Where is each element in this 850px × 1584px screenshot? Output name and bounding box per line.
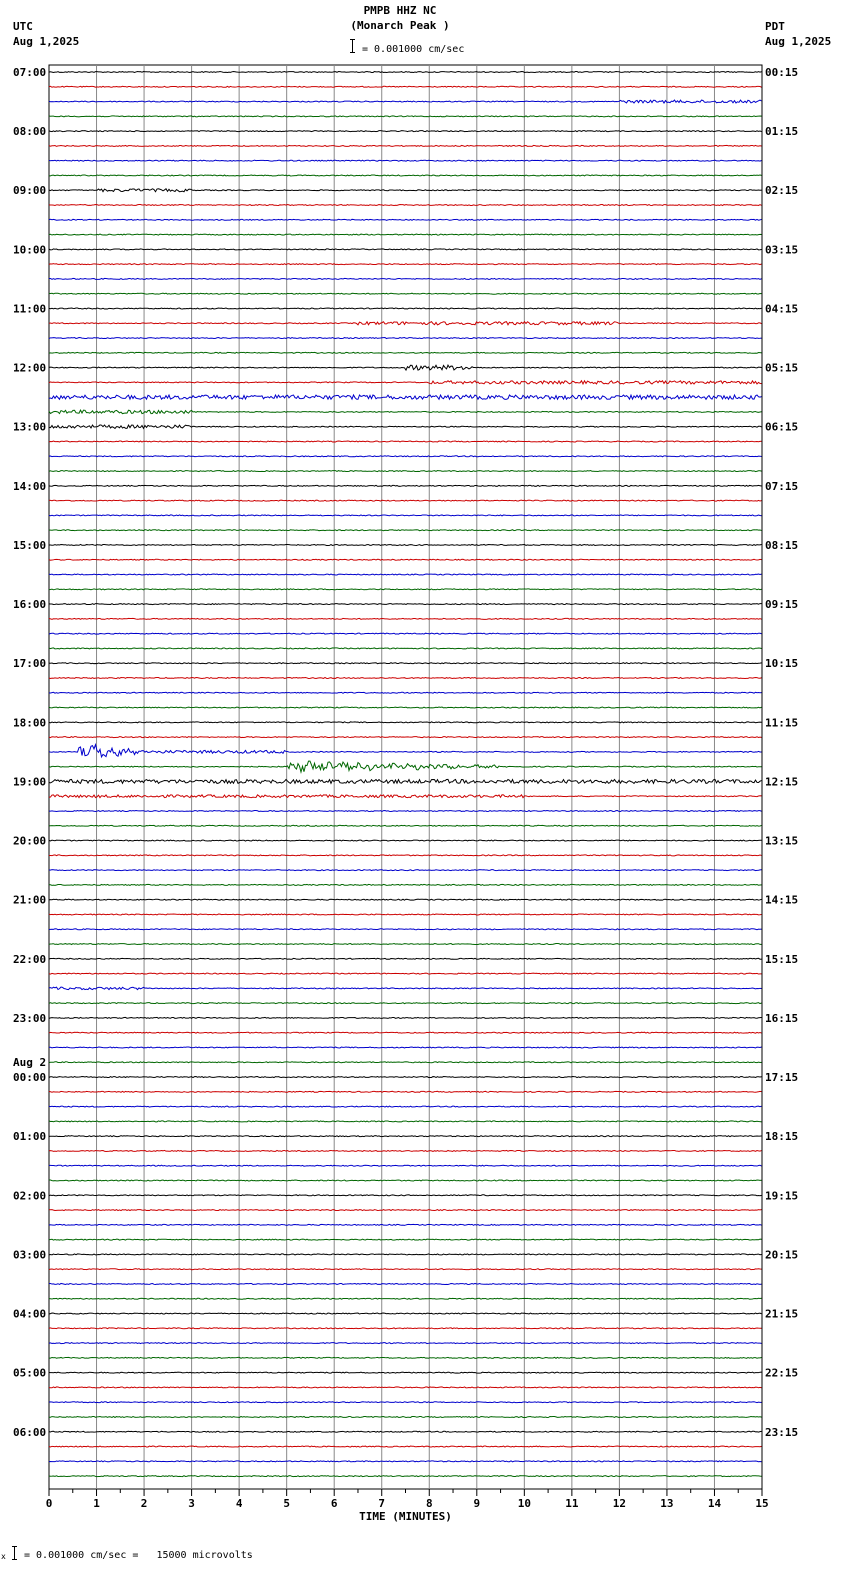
utc-hour-label: 04:00 bbox=[13, 1307, 47, 1321]
trace-line bbox=[49, 779, 762, 783]
trace-line bbox=[49, 116, 762, 117]
trace-line bbox=[49, 1446, 762, 1447]
left-date: Aug 1,2025 bbox=[13, 35, 80, 48]
trace-line bbox=[49, 884, 762, 885]
trace-line bbox=[49, 618, 762, 619]
trace-line bbox=[49, 205, 762, 206]
trace-line bbox=[49, 456, 762, 457]
x-tick-label: 9 bbox=[473, 1497, 481, 1510]
trace-line bbox=[49, 471, 762, 472]
trace-line bbox=[49, 410, 762, 413]
trace-line bbox=[49, 1372, 762, 1373]
trace-line bbox=[49, 1017, 762, 1018]
pdt-hour-label: 14:15 bbox=[765, 893, 799, 907]
x-tick-label: 13 bbox=[660, 1497, 674, 1510]
trace-line bbox=[49, 308, 762, 309]
trace-line bbox=[49, 825, 762, 826]
pdt-hour-label: 09:15 bbox=[765, 598, 799, 612]
pdt-hour-label: 20:15 bbox=[765, 1248, 799, 1262]
pdt-hour-label: 06:15 bbox=[765, 420, 799, 434]
utc-hour-label: 13:00 bbox=[13, 420, 47, 434]
x-tick-label: 10 bbox=[517, 1497, 531, 1510]
trace-line bbox=[49, 175, 762, 176]
trace-line bbox=[49, 1121, 762, 1122]
pdt-hour-label: 22:15 bbox=[765, 1366, 799, 1380]
trace-line bbox=[49, 795, 762, 798]
trace-line bbox=[49, 944, 762, 945]
footer-corner-mark: x bbox=[1, 1552, 6, 1561]
pdt-hour-label: 01:15 bbox=[765, 125, 799, 139]
pdt-hour-label: 18:15 bbox=[765, 1130, 799, 1144]
trace-line bbox=[49, 1165, 762, 1166]
trace-line bbox=[49, 160, 762, 161]
pdt-hour-label: 15:15 bbox=[765, 952, 799, 966]
trace-line bbox=[49, 574, 762, 575]
utc-hour-label: 05:00 bbox=[13, 1366, 47, 1380]
trace-line bbox=[49, 722, 762, 723]
trace-line bbox=[49, 1062, 762, 1063]
utc-hour-label: 14:00 bbox=[13, 479, 47, 493]
trace-line bbox=[49, 515, 762, 516]
trace-line bbox=[49, 1357, 762, 1358]
trace-line bbox=[49, 1343, 762, 1344]
trace-line bbox=[49, 1402, 762, 1403]
trace-line bbox=[49, 914, 762, 915]
trace-line bbox=[49, 1461, 762, 1462]
x-tick-label: 14 bbox=[707, 1497, 722, 1510]
trace-line bbox=[49, 1313, 762, 1314]
trace-line bbox=[49, 145, 762, 146]
utc-hour-label: 20:00 bbox=[13, 834, 47, 848]
trace-line bbox=[49, 737, 762, 738]
trace-line bbox=[49, 1003, 762, 1004]
trace-line bbox=[49, 1150, 762, 1151]
trace-line bbox=[49, 131, 762, 132]
utc-hour-label: 23:00 bbox=[13, 1011, 47, 1025]
trace-line bbox=[49, 1328, 762, 1329]
x-tick-label: 7 bbox=[378, 1497, 386, 1510]
trace-line bbox=[49, 604, 762, 605]
trace-line bbox=[49, 1269, 762, 1270]
trace-line bbox=[49, 544, 762, 545]
station-title: PMPB HHZ NC bbox=[363, 4, 437, 17]
trace-line bbox=[49, 1195, 762, 1196]
trace-line bbox=[49, 973, 762, 974]
trace-line bbox=[49, 352, 762, 353]
x-tick-label: 0 bbox=[45, 1497, 53, 1510]
trace-line bbox=[49, 1476, 762, 1477]
trace-line bbox=[49, 899, 762, 900]
trace-line bbox=[49, 219, 762, 220]
trace-line bbox=[49, 338, 762, 339]
trace-line bbox=[49, 677, 762, 678]
trace-line bbox=[49, 1431, 762, 1432]
trace-line bbox=[49, 1047, 762, 1048]
utc-hour-label: 17:00 bbox=[13, 657, 47, 671]
pdt-hour-label: 02:15 bbox=[765, 184, 799, 198]
x-tick-label: 3 bbox=[188, 1497, 195, 1510]
pdt-hour-label: 10:15 bbox=[765, 657, 799, 671]
pdt-hour-label: 00:15 bbox=[765, 66, 799, 79]
station-location: (Monarch Peak ) bbox=[350, 19, 450, 32]
x-tick-label: 12 bbox=[612, 1497, 627, 1510]
trace-line bbox=[49, 870, 762, 871]
trace-line bbox=[49, 1091, 762, 1092]
footer-scale-note: = 0.001000 cm/sec = 15000 microvolts bbox=[24, 1550, 253, 1561]
trace-line bbox=[49, 293, 762, 294]
trace-line bbox=[49, 189, 762, 192]
utc-hour-label: 16:00 bbox=[13, 598, 47, 612]
trace-line bbox=[49, 264, 762, 265]
pdt-hour-label: 21:15 bbox=[765, 1307, 799, 1321]
trace-line bbox=[49, 381, 762, 384]
trace-line bbox=[49, 1210, 762, 1211]
trace-line bbox=[49, 692, 762, 693]
trace-line bbox=[49, 249, 762, 250]
utc-hour-label: 10:00 bbox=[13, 243, 47, 257]
trace-line bbox=[49, 1077, 762, 1078]
trace-line bbox=[49, 589, 762, 590]
pdt-hour-label: 17:15 bbox=[765, 1071, 799, 1085]
trace-line bbox=[49, 530, 762, 531]
trace-line bbox=[49, 1298, 762, 1299]
amplitude-scale-label: = 0.001000 cm/sec bbox=[362, 44, 465, 55]
trace-line bbox=[49, 500, 762, 501]
footer-scale-icon bbox=[14, 1546, 15, 1560]
trace-line bbox=[49, 322, 762, 325]
utc-hour-label: 21:00 bbox=[13, 893, 47, 907]
right-timezone: PDT bbox=[765, 20, 785, 33]
trace-line bbox=[49, 648, 762, 649]
trace-line bbox=[49, 1136, 762, 1137]
x-tick-label: 11 bbox=[565, 1497, 579, 1510]
trace-line bbox=[49, 1416, 762, 1417]
utc-hour-label: 11:00 bbox=[13, 302, 47, 316]
utc-hour-label: 12:00 bbox=[13, 361, 47, 375]
utc-hour-label: 18:00 bbox=[13, 716, 47, 730]
pdt-hour-label: 08:15 bbox=[765, 538, 799, 552]
trace-line bbox=[49, 559, 762, 560]
utc-hour-label: 09:00 bbox=[13, 184, 47, 198]
x-tick-label: 5 bbox=[283, 1497, 290, 1510]
trace-line bbox=[49, 745, 762, 757]
pdt-hour-label: 07:15 bbox=[765, 479, 799, 493]
x-tick-label: 8 bbox=[425, 1497, 433, 1510]
utc-hour-label: 02:00 bbox=[13, 1189, 47, 1203]
trace-line bbox=[49, 100, 762, 103]
trace-line bbox=[49, 441, 762, 442]
x-axis-title: TIME (MINUTES) bbox=[359, 1510, 452, 1523]
pdt-hour-label: 04:15 bbox=[765, 302, 799, 316]
pdt-hour-label: 12:15 bbox=[765, 775, 799, 789]
x-tick-label: 6 bbox=[330, 1497, 338, 1510]
trace-line bbox=[49, 278, 762, 279]
utc-hour-label: 01:00 bbox=[13, 1130, 47, 1144]
trace-line bbox=[49, 855, 762, 856]
x-tick-label: 1 bbox=[93, 1497, 100, 1510]
pdt-hour-label: 16:15 bbox=[765, 1011, 799, 1025]
trace-line bbox=[49, 1283, 762, 1284]
trace-line bbox=[49, 929, 762, 930]
utc-hour-label: 03:00 bbox=[13, 1248, 47, 1262]
trace-line bbox=[49, 485, 762, 486]
trace-line bbox=[49, 840, 762, 841]
trace-line bbox=[49, 663, 762, 664]
trace-line bbox=[49, 234, 762, 235]
trace-line bbox=[49, 1106, 762, 1107]
utc-hour-label: 15:00 bbox=[13, 538, 47, 552]
x-tick-label: 2 bbox=[140, 1497, 148, 1510]
trace-line bbox=[49, 987, 762, 990]
x-tick-label: 15 bbox=[755, 1497, 769, 1510]
trace-line bbox=[49, 1224, 762, 1225]
utc-hour-label: 19:00 bbox=[13, 775, 47, 789]
trace-line bbox=[49, 1180, 762, 1181]
pdt-hour-label: 11:15 bbox=[765, 716, 799, 730]
trace-line bbox=[49, 1239, 762, 1240]
pdt-hour-label: 03:15 bbox=[765, 243, 799, 257]
utc-hour-label: 00:00 bbox=[13, 1071, 47, 1085]
trace-line bbox=[49, 811, 762, 812]
trace-line bbox=[49, 1032, 762, 1033]
pdt-hour-label: 05:15 bbox=[765, 361, 799, 375]
right-date: Aug 1,2025 bbox=[765, 35, 832, 48]
utc-hour-label: 07:00 bbox=[13, 66, 47, 79]
trace-line bbox=[49, 72, 762, 73]
trace-line bbox=[49, 365, 762, 370]
pdt-hour-label: 19:15 bbox=[765, 1189, 799, 1203]
utc-date-label: Aug 2 bbox=[13, 1056, 47, 1070]
x-tick-label: 4 bbox=[235, 1497, 243, 1510]
trace-line bbox=[49, 425, 762, 429]
utc-hour-label: 22:00 bbox=[13, 952, 47, 966]
trace-line bbox=[49, 958, 762, 959]
trace-line bbox=[49, 1387, 762, 1388]
trace-line bbox=[49, 633, 762, 634]
trace-line bbox=[49, 395, 762, 399]
utc-hour-label: 06:00 bbox=[13, 1425, 47, 1439]
trace-line bbox=[49, 761, 762, 772]
trace-line bbox=[49, 86, 762, 87]
utc-hour-label: 08:00 bbox=[13, 125, 47, 139]
pdt-hour-label: 23:15 bbox=[765, 1425, 799, 1439]
pdt-hour-label: 13:15 bbox=[765, 834, 799, 848]
trace-line bbox=[49, 1254, 762, 1255]
trace-line bbox=[49, 707, 762, 708]
left-timezone: UTC bbox=[13, 20, 33, 33]
